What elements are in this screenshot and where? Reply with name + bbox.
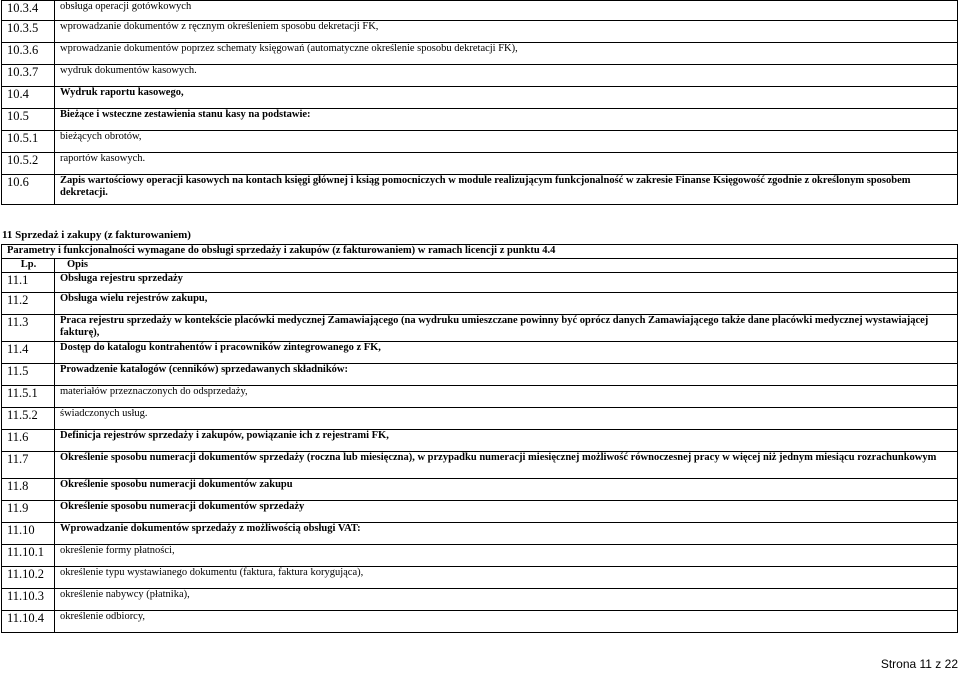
row-number: 11.4 bbox=[2, 342, 55, 364]
table-header-row bbox=[2, 259, 958, 273]
row-number: 10.3.4 bbox=[2, 1, 55, 21]
row-description: określenie typu wystawianego dokumentu (faktura, faktura korygująca), bbox=[55, 567, 958, 589]
table-subtitle: Parametry i funkcjonalności wymagane do obsługi sprzedaży i zakupów (z fakturowaniem) w ramach licencji z punktu 4.4 bbox=[2, 245, 958, 259]
column-header-lp: Lp. bbox=[2, 259, 55, 273]
table-row bbox=[2, 501, 958, 523]
row-description: Prowadzenie katalogów (cenników) sprzedawanych składników: bbox=[55, 364, 958, 386]
row-description: Określenie sposobu numeracji dokumentów sprzedaży bbox=[55, 501, 958, 523]
column-header-opis: Opis bbox=[55, 259, 958, 273]
table-row bbox=[2, 611, 958, 633]
row-description: określenie odbiorcy, bbox=[55, 611, 958, 633]
row-number: 11.2 bbox=[2, 293, 55, 315]
row-description: Bieżące i wsteczne zestawienia stanu kasy na podstawie: bbox=[55, 109, 958, 131]
row-number: 11.5.2 bbox=[2, 408, 55, 430]
row-number: 11.3 bbox=[2, 315, 55, 342]
table-row bbox=[2, 87, 958, 109]
row-number: 11.6 bbox=[2, 430, 55, 452]
row-description: Praca rejestru sprzedaży w kontekście placówki medycznej Zamawiającego (na wydruku umieszczane powinny być oprócz danych Zamawiającego także dane placówki medycznej wystawiającej fakturę), bbox=[55, 315, 958, 342]
row-number: 11.1 bbox=[2, 273, 55, 293]
row-description: Wydruk raportu kasowego, bbox=[55, 87, 958, 109]
row-description: Określenie sposobu numeracji dokumentów sprzedaży (roczna lub miesięczna), w przypadku numeracji miesięcznej możliwość równoczesnej pracy w więcej niż jednym miesiącu rozrachunkowym bbox=[55, 452, 958, 479]
table-row bbox=[2, 175, 958, 205]
table-row bbox=[2, 479, 958, 501]
section-11-table bbox=[1, 244, 958, 633]
table-row bbox=[2, 408, 958, 430]
row-number: 10.5.1 bbox=[2, 131, 55, 153]
row-description: Wprowadzanie dokumentów sprzedaży z możliwością obsługi VAT: bbox=[55, 523, 958, 545]
row-number: 11.10.2 bbox=[2, 567, 55, 589]
row-number: 11.10 bbox=[2, 523, 55, 545]
table-row bbox=[2, 273, 958, 293]
table-row bbox=[2, 1, 958, 21]
table-row bbox=[2, 342, 958, 364]
row-description: Definicja rejestrów sprzedaży i zakupów, powiązanie ich z rejestrami FK, bbox=[55, 430, 958, 452]
row-number: 11.9 bbox=[2, 501, 55, 523]
row-description: Określenie sposobu numeracji dokumentów zakupu bbox=[55, 479, 958, 501]
row-number: 10.3.5 bbox=[2, 21, 55, 43]
row-number: 11.10.4 bbox=[2, 611, 55, 633]
table-row bbox=[2, 293, 958, 315]
row-description: obsługa operacji gotówkowych bbox=[55, 1, 958, 21]
page-number: Strona 11 z 22 bbox=[880, 657, 958, 671]
row-number: 11.7 bbox=[2, 452, 55, 479]
table-row bbox=[2, 545, 958, 567]
table-row bbox=[2, 523, 958, 545]
table-row bbox=[2, 43, 958, 65]
row-number: 11.5.1 bbox=[2, 386, 55, 408]
table-row bbox=[2, 567, 958, 589]
row-description: wydruk dokumentów kasowych. bbox=[55, 65, 958, 87]
row-description: materiałów przeznaczonych do odsprzedaży, bbox=[55, 386, 958, 408]
row-number: 10.5.2 bbox=[2, 153, 55, 175]
table-row bbox=[2, 589, 958, 611]
row-number: 10.5 bbox=[2, 109, 55, 131]
row-number: 10.3.6 bbox=[2, 43, 55, 65]
row-number: 11.5 bbox=[2, 364, 55, 386]
row-description: wprowadzanie dokumentów z ręcznym określeniem sposobu dekretacji FK, bbox=[55, 21, 958, 43]
section-11-title: 11 Sprzedaż i zakupy (z fakturowaniem) bbox=[2, 229, 191, 241]
table-row bbox=[2, 364, 958, 386]
row-number: 11.8 bbox=[2, 479, 55, 501]
table-row bbox=[2, 153, 958, 175]
row-description: Obsługa wielu rejestrów zakupu, bbox=[55, 293, 958, 315]
row-description: wprowadzanie dokumentów poprzez schematy księgowań (automatyczne określenie sposobu dekretacji FK), bbox=[55, 43, 958, 65]
row-description: Obsługa rejestru sprzedaży bbox=[55, 273, 958, 293]
row-number: 10.4 bbox=[2, 87, 55, 109]
row-description: określenie nabywcy (płatnika), bbox=[55, 589, 958, 611]
row-description: raportów kasowych. bbox=[55, 153, 958, 175]
row-number: 10.3.7 bbox=[2, 65, 55, 87]
row-description: świadczonych usług. bbox=[55, 408, 958, 430]
row-description: Zapis wartościowy operacji kasowych na kontach księgi głównej i ksiąg pomocniczych w module realizującym funkcjonalność w zakresie Finanse Księgowość zgodnie z określonym sposobem dekretacji. bbox=[55, 175, 958, 205]
section-10-table bbox=[1, 0, 958, 205]
row-description: określenie formy płatności, bbox=[55, 545, 958, 567]
table-row bbox=[2, 315, 958, 342]
table-row bbox=[2, 430, 958, 452]
table-row bbox=[2, 131, 958, 153]
table-row bbox=[2, 109, 958, 131]
row-number: 11.10.1 bbox=[2, 545, 55, 567]
table-row bbox=[2, 386, 958, 408]
row-description: Dostęp do katalogu kontrahentów i pracowników zintegrowanego z FK, bbox=[55, 342, 958, 364]
table-row bbox=[2, 452, 958, 479]
row-number: 10.6 bbox=[2, 175, 55, 205]
table-subtitle-row bbox=[2, 245, 958, 259]
row-description: bieżących obrotów, bbox=[55, 131, 958, 153]
table-row bbox=[2, 65, 958, 87]
table-row bbox=[2, 21, 958, 43]
row-number: 11.10.3 bbox=[2, 589, 55, 611]
